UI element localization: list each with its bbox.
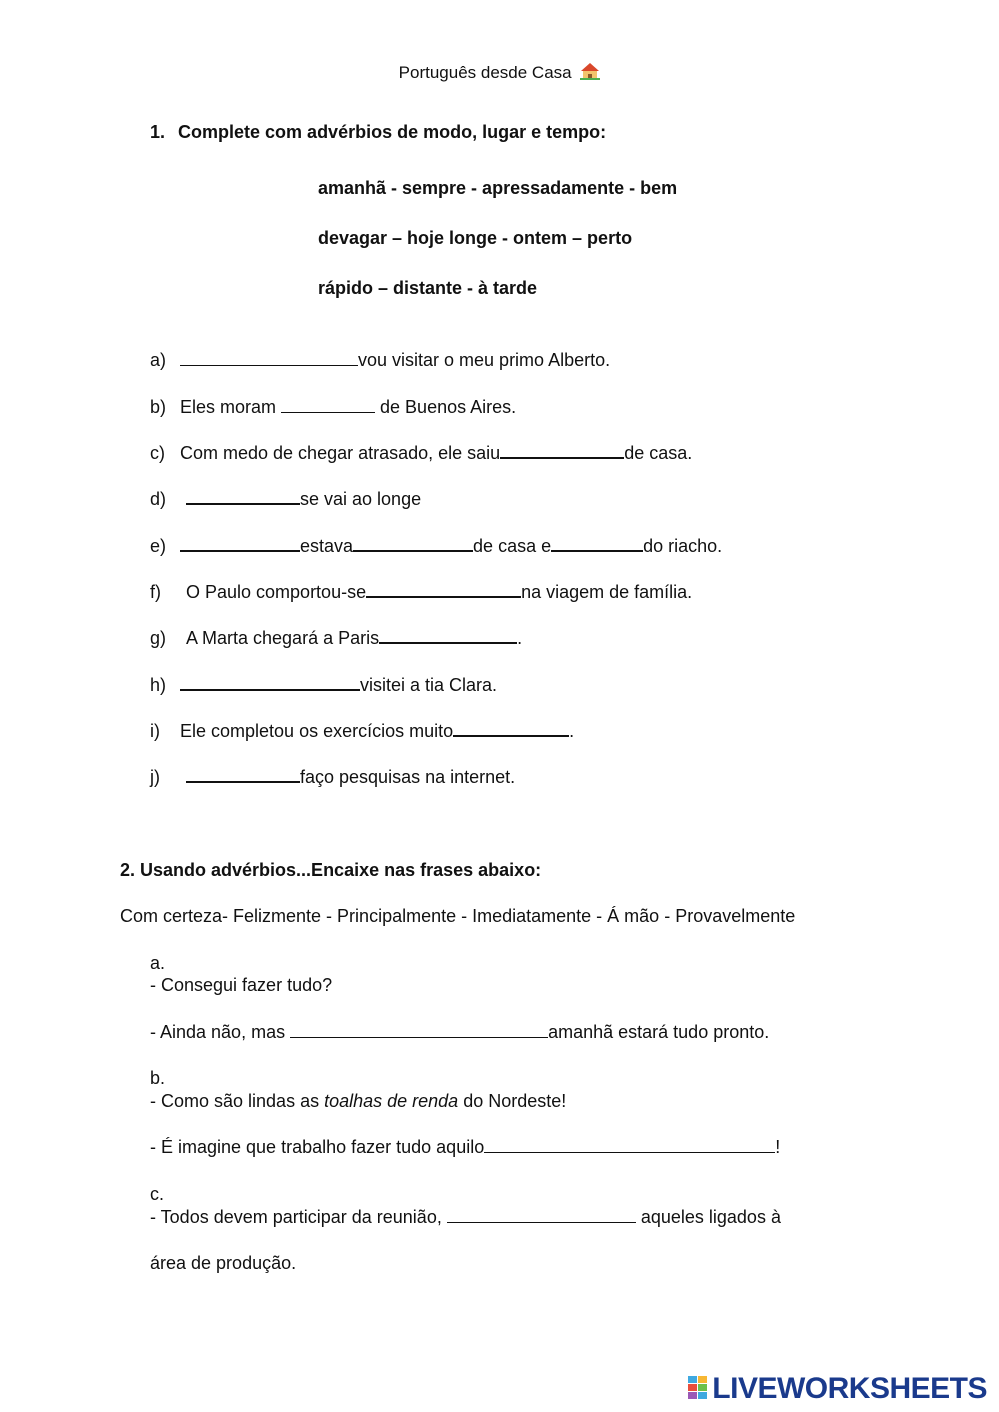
item-text: !: [775, 1137, 781, 1157]
item-label: f): [150, 582, 161, 602]
item-label: j): [150, 767, 160, 787]
item-text: estava: [300, 536, 354, 556]
word-bank-line-3: rápido – distante - à tarde: [318, 278, 538, 298]
q1-item-g: [150, 628, 522, 649]
q1-item-a: [150, 350, 610, 371]
item-text-italic: toalhas de renda: [324, 1091, 459, 1111]
q2-a-line2: [150, 1022, 769, 1043]
item-label: i): [150, 721, 160, 741]
q2-a-label: a.: [150, 953, 166, 973]
q2-c-label: c.: [150, 1184, 165, 1204]
blank-e3[interactable]: [551, 549, 643, 552]
q1-item-i: [150, 721, 574, 742]
logo-text: LIVEWORKSHEETS: [712, 1372, 987, 1405]
item-text: faço pesquisas na internet.: [300, 767, 516, 787]
item-label: e): [150, 536, 167, 556]
item-text: - Como são lindas as: [150, 1091, 325, 1111]
item-text: O Paulo comportou-se: [186, 582, 367, 602]
item-text: - É imagine que trabalho fazer tudo aquilo: [150, 1137, 485, 1157]
item-text: do Nordeste!: [458, 1091, 567, 1111]
item-label: a): [150, 350, 167, 370]
blank-d[interactable]: [186, 502, 300, 505]
page-header: [0, 62, 999, 83]
item-label: d): [150, 489, 167, 509]
q2-b-line1: [150, 1091, 566, 1112]
q1-item-d: [150, 489, 421, 510]
item-text: - Todos devem participar da reunião,: [150, 1207, 447, 1227]
blank-c[interactable]: [500, 456, 624, 459]
blank-b[interactable]: [281, 411, 375, 413]
blank-h[interactable]: [180, 688, 360, 691]
blank-f[interactable]: [366, 595, 521, 598]
header-title: Português desde Casa: [398, 63, 572, 82]
item-text: se vai ao longe: [300, 489, 422, 509]
item-text: aqueles ligados à: [635, 1207, 781, 1227]
logo-mark-icon: [688, 1376, 708, 1400]
q1-item-j: [150, 767, 515, 788]
q2-c-line1: [150, 1207, 781, 1228]
item-text: Eles moram: [180, 397, 282, 417]
blank-e1[interactable]: [180, 549, 300, 552]
q1-title: Complete com advérbios de modo, lugar e tempo:: [178, 122, 607, 142]
q1-number: 1.: [150, 122, 166, 142]
item-text: .: [569, 721, 575, 741]
item-text: de casa.: [624, 443, 693, 463]
item-text: de casa e: [473, 536, 552, 556]
word-bank-line-1: amanhã - sempre - apressadamente - bem: [318, 178, 678, 198]
q1-item-e: [150, 536, 722, 557]
item-text: Com medo de chegar atrasado, ele saiu: [180, 443, 501, 463]
word-bank-line-2: devagar – hoje longe - ontem – perto: [318, 228, 633, 248]
blank-g[interactable]: [379, 641, 517, 644]
item-label: h): [150, 675, 167, 695]
item-label: g): [150, 628, 167, 648]
item-text: - Ainda não, mas: [150, 1022, 291, 1042]
item-text: A Marta chegará a Paris: [186, 628, 380, 648]
q1-item-b: [150, 397, 516, 418]
q1-heading: [150, 122, 606, 143]
q2-options: Com certeza- Felizmente - Principalmente - Imediatamente - Á mão - Provavelmente: [120, 906, 796, 926]
item-text: amanhã estará tudo pronto.: [548, 1022, 770, 1042]
q2-b-label: b.: [150, 1068, 166, 1088]
q1-item-h: [150, 675, 497, 696]
blank-i[interactable]: [453, 734, 569, 737]
item-text: .: [517, 628, 523, 648]
item-text: vou visitar o meu primo Alberto.: [358, 350, 611, 370]
item-text: de Buenos Aires.: [375, 397, 517, 417]
q1-item-c: [150, 443, 692, 464]
blank-e2[interactable]: [353, 549, 473, 552]
item-label: b): [150, 397, 167, 417]
item-text: visitei a tia Clara.: [360, 675, 498, 695]
blank-2c[interactable]: [447, 1221, 636, 1223]
house-icon: [580, 62, 600, 80]
q2-a-line1: - Consegui fazer tudo?: [150, 975, 333, 995]
item-text: Ele completou os exercícios muito: [180, 721, 454, 741]
blank-2a[interactable]: [290, 1036, 548, 1038]
item-label: c): [150, 443, 165, 463]
blank-2b[interactable]: [484, 1151, 775, 1153]
q2-b-line2: [150, 1137, 780, 1158]
item-text: na viagem de família.: [521, 582, 693, 602]
blank-j[interactable]: [186, 780, 300, 783]
q2-title: 2. Usando advérbios...Encaixe nas frases abaixo:: [120, 860, 542, 880]
q2-c-line2: área de produção.: [150, 1253, 297, 1273]
item-text: do riacho.: [643, 536, 723, 556]
blank-a[interactable]: [180, 364, 358, 366]
liveworksheets-logo[interactable]: [688, 1372, 987, 1406]
q1-item-f: [150, 582, 692, 603]
